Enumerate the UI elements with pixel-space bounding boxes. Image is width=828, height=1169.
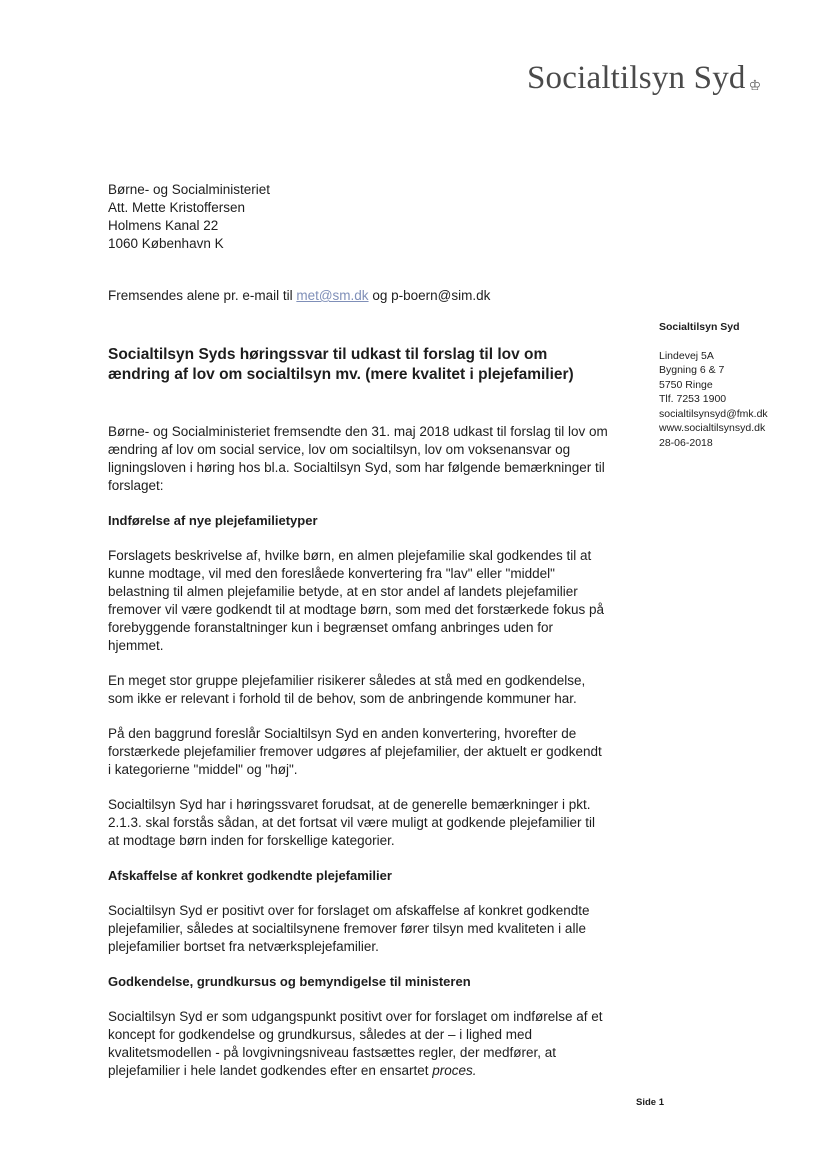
paragraph: Socialtilsyn Syd har i høringssvaret forudsat, at de generelle bemærkninger i pkt. 2.1.3. skal forstås sådan, at det fortsat vil være muligt at godkende plejefamilier til at modtage børn inden for forskellige kategorier. xyxy=(108,797,595,848)
recipient-line: Holmens Kanal 22 xyxy=(108,218,219,233)
crown-icon: ♔ xyxy=(748,79,762,94)
section-heading: Afskaffelse af konkret godkendte plejefamilier xyxy=(108,868,392,883)
paragraph-text: Socialtilsyn Syd er som udgangspunkt positivt over for forslaget om indførelse af et koncept for godkendelse og grundkursus, således at der – i lighed med kvalitetsmodellen - på lovgivningsniveau fastsættes regler, der medfører, at plejefamilier i hele landet godkendes efter en ensartet xyxy=(108,1009,603,1078)
recipient-line: 1060 København K xyxy=(108,236,224,251)
paragraph: Forslagets beskrivelse af, hvilke børn, en almen plejefamilie skal godkendes til at kunne modtage, vil med den foreslåede konvertering fra "lav" eller "middel" belastning til almen plejefamilie betyde, at en stor andel af landets plejefamilier fremover vil være godkendt til at modtage børn, som med det forstærkede fokus på forebyggende foranstaltninger kun i begrænset omfang anbringes uden for hjemmet. xyxy=(108,548,604,653)
document-title: Socialtilsyn Syds høringssvar til udkast til forslag til lov om ændring af lov om socialtilsyn mv. (mere kvalitet i plejefamilier) xyxy=(108,346,574,383)
email-link[interactable]: met@sm.dk xyxy=(296,288,369,303)
recipient-line: Børne- og Socialministeriet xyxy=(108,182,271,197)
paragraph: En meget stor gruppe plejefamilier risikerer således at stå med en godkendelse, som ikke er relevant i forhold til de behov, som de anbringende kommuner har. xyxy=(108,673,586,706)
email-text: p-boern@sim.dk xyxy=(391,288,491,303)
recipient-address xyxy=(108,181,270,253)
sender-line: 5750 Ringe xyxy=(659,378,713,391)
paragraph: Socialtilsyn Syd er positivt over for forslaget om afskaffelse af konkret godkendte plejefamilier, således at socialtilsynene fremover fører tilsyn med kvaliteten i alle plejefamilier bortset fra netværksplejefamilier. xyxy=(108,903,590,954)
sender-line: Tlf. 7253 1900 xyxy=(659,393,727,405)
sender-org: Socialtilsyn Syd xyxy=(659,321,740,333)
paragraph: På den baggrund foreslår Socialtilsyn Syd en anden konvertering, hvorefter de forstærkede plejefamilier fremover udgøres af plejefamilier, der aktuelt er godkendt i kategorierne "middel" og "høj". xyxy=(108,726,602,777)
sender-date: 28-06-2018 xyxy=(659,436,713,449)
italic-text: proces. xyxy=(432,1063,477,1078)
section-heading: Indførelse af nye plejefamilietyper xyxy=(108,513,318,528)
organization-logo xyxy=(527,60,761,97)
sender-line: Lindevej 5A xyxy=(659,349,714,362)
paragraph xyxy=(108,1008,608,1080)
sent-prefix: Fremsendes alene pr. e-mail til xyxy=(108,288,293,303)
document-body xyxy=(108,423,608,1097)
sent-mid: og xyxy=(372,288,388,303)
sender-line: Bygning 6 & 7 xyxy=(659,364,725,376)
sender-line: www.socialtilsynsyd.dk xyxy=(659,422,766,434)
intro-paragraph: Børne- og Socialministeriet fremsendte den 31. maj 2018 udkast til forslag til lov om ændring af lov om social service, lov om socialtilsyn, lov om voksenansvar og ligningsloven i høring hos bl.a. Socialtilsyn Syd, som har følgende bemærkninger til forslaget: xyxy=(108,424,608,493)
sender-line: socialtilsynsyd@fmk.dk xyxy=(659,407,768,420)
page-number: Side 1 xyxy=(636,1097,664,1108)
logo-text: Socialtilsyn Syd xyxy=(527,60,746,96)
section-heading: Godkendelse, grundkursus og bemyndigelse til ministeren xyxy=(108,974,471,989)
sender-info xyxy=(659,320,768,450)
sent-line xyxy=(108,288,490,303)
recipient-line: Att. Mette Kristoffersen xyxy=(108,200,246,215)
